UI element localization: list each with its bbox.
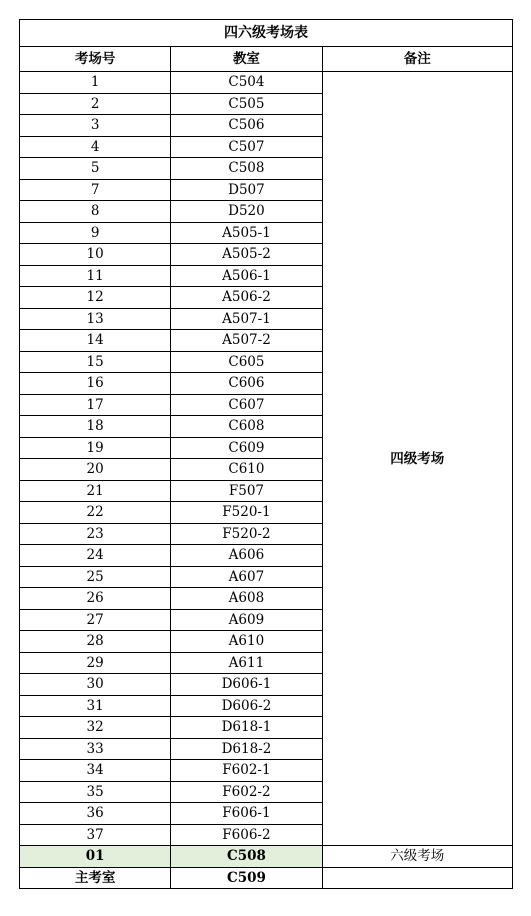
table-title: 四六级考场表 <box>20 20 513 47</box>
classroom-cell: A507-1 <box>171 308 322 330</box>
exam-room-table <box>19 19 513 889</box>
exam-number-cell: 5 <box>20 158 171 180</box>
classroom-cell: A609 <box>171 609 322 631</box>
exam-number-cell: 24 <box>20 545 171 567</box>
exam-number-cell: 9 <box>20 222 171 244</box>
classroom-cell: C504 <box>171 72 322 94</box>
table-row <box>20 72 513 94</box>
exam-number-cell: 15 <box>20 351 171 373</box>
classroom-cell: A607 <box>171 566 322 588</box>
cet6-remark-cell: 六级考场 <box>322 846 512 868</box>
classroom-cell: C505 <box>171 93 322 115</box>
exam-number-cell: 37 <box>20 824 171 846</box>
exam-number-cell: 31 <box>20 695 171 717</box>
classroom-cell: A505-2 <box>171 244 322 266</box>
classroom-cell: F606-2 <box>171 824 322 846</box>
classroom-cell: F507 <box>171 480 322 502</box>
exam-number-cell: 13 <box>20 308 171 330</box>
main-office-remark-cell <box>322 867 512 889</box>
classroom-cell: D606-1 <box>171 674 322 696</box>
header-classroom: 教室 <box>171 47 322 72</box>
exam-number-cell: 17 <box>20 394 171 416</box>
classroom-cell: F602-2 <box>171 781 322 803</box>
classroom-cell: C609 <box>171 437 322 459</box>
exam-number-cell: 36 <box>20 803 171 825</box>
exam-number-cell: 2 <box>20 93 171 115</box>
exam-number-cell: 29 <box>20 652 171 674</box>
exam-number-cell: 14 <box>20 330 171 352</box>
classroom-cell: D618-1 <box>171 717 322 739</box>
exam-number-cell: 18 <box>20 416 171 438</box>
main-office-label-cell: 主考室 <box>20 867 171 889</box>
classroom-cell: C507 <box>171 136 322 158</box>
exam-number-cell: 21 <box>20 480 171 502</box>
classroom-cell: F520-2 <box>171 523 322 545</box>
classroom-cell: D520 <box>171 201 322 223</box>
cet6-exam-number-cell: 01 <box>20 846 171 868</box>
table-body <box>20 72 513 889</box>
exam-number-cell: 34 <box>20 760 171 782</box>
cet6-classroom-cell: C508 <box>171 846 322 868</box>
classroom-cell: C610 <box>171 459 322 481</box>
exam-number-cell: 20 <box>20 459 171 481</box>
classroom-cell: A606 <box>171 545 322 567</box>
exam-number-cell: 35 <box>20 781 171 803</box>
classroom-cell: D618-2 <box>171 738 322 760</box>
exam-number-cell: 33 <box>20 738 171 760</box>
classroom-cell: A505-1 <box>171 222 322 244</box>
classroom-cell: D606-2 <box>171 695 322 717</box>
classroom-cell: C605 <box>171 351 322 373</box>
exam-number-cell: 11 <box>20 265 171 287</box>
exam-number-cell: 32 <box>20 717 171 739</box>
header-remarks: 备注 <box>322 47 512 72</box>
exam-number-cell: 4 <box>20 136 171 158</box>
cet6-row <box>20 846 513 868</box>
exam-number-cell: 12 <box>20 287 171 309</box>
classroom-cell: A507-2 <box>171 330 322 352</box>
exam-number-cell: 16 <box>20 373 171 395</box>
classroom-cell: A506-1 <box>171 265 322 287</box>
exam-number-cell: 19 <box>20 437 171 459</box>
exam-number-cell: 3 <box>20 115 171 137</box>
classroom-cell: C607 <box>171 394 322 416</box>
exam-number-cell: 1 <box>20 72 171 94</box>
exam-number-cell: 10 <box>20 244 171 266</box>
classroom-cell: F602-1 <box>171 760 322 782</box>
classroom-cell: C506 <box>171 115 322 137</box>
classroom-cell: A608 <box>171 588 322 610</box>
classroom-cell: F606-1 <box>171 803 322 825</box>
exam-number-cell: 7 <box>20 179 171 201</box>
exam-number-cell: 26 <box>20 588 171 610</box>
classroom-cell: C608 <box>171 416 322 438</box>
cet4-remark-cell: 四级考场 <box>322 72 512 846</box>
main-office-row <box>20 867 513 889</box>
classroom-cell: A611 <box>171 652 322 674</box>
classroom-cell: F520-1 <box>171 502 322 524</box>
classroom-cell: A610 <box>171 631 322 653</box>
header-exam-number: 考场号 <box>20 47 171 72</box>
exam-number-cell: 30 <box>20 674 171 696</box>
exam-number-cell: 22 <box>20 502 171 524</box>
exam-number-cell: 28 <box>20 631 171 653</box>
exam-number-cell: 25 <box>20 566 171 588</box>
classroom-cell: D507 <box>171 179 322 201</box>
exam-number-cell: 23 <box>20 523 171 545</box>
main-office-classroom-cell: C509 <box>171 867 322 889</box>
exam-number-cell: 8 <box>20 201 171 223</box>
classroom-cell: C508 <box>171 158 322 180</box>
classroom-cell: C606 <box>171 373 322 395</box>
exam-number-cell: 27 <box>20 609 171 631</box>
classroom-cell: A506-2 <box>171 287 322 309</box>
